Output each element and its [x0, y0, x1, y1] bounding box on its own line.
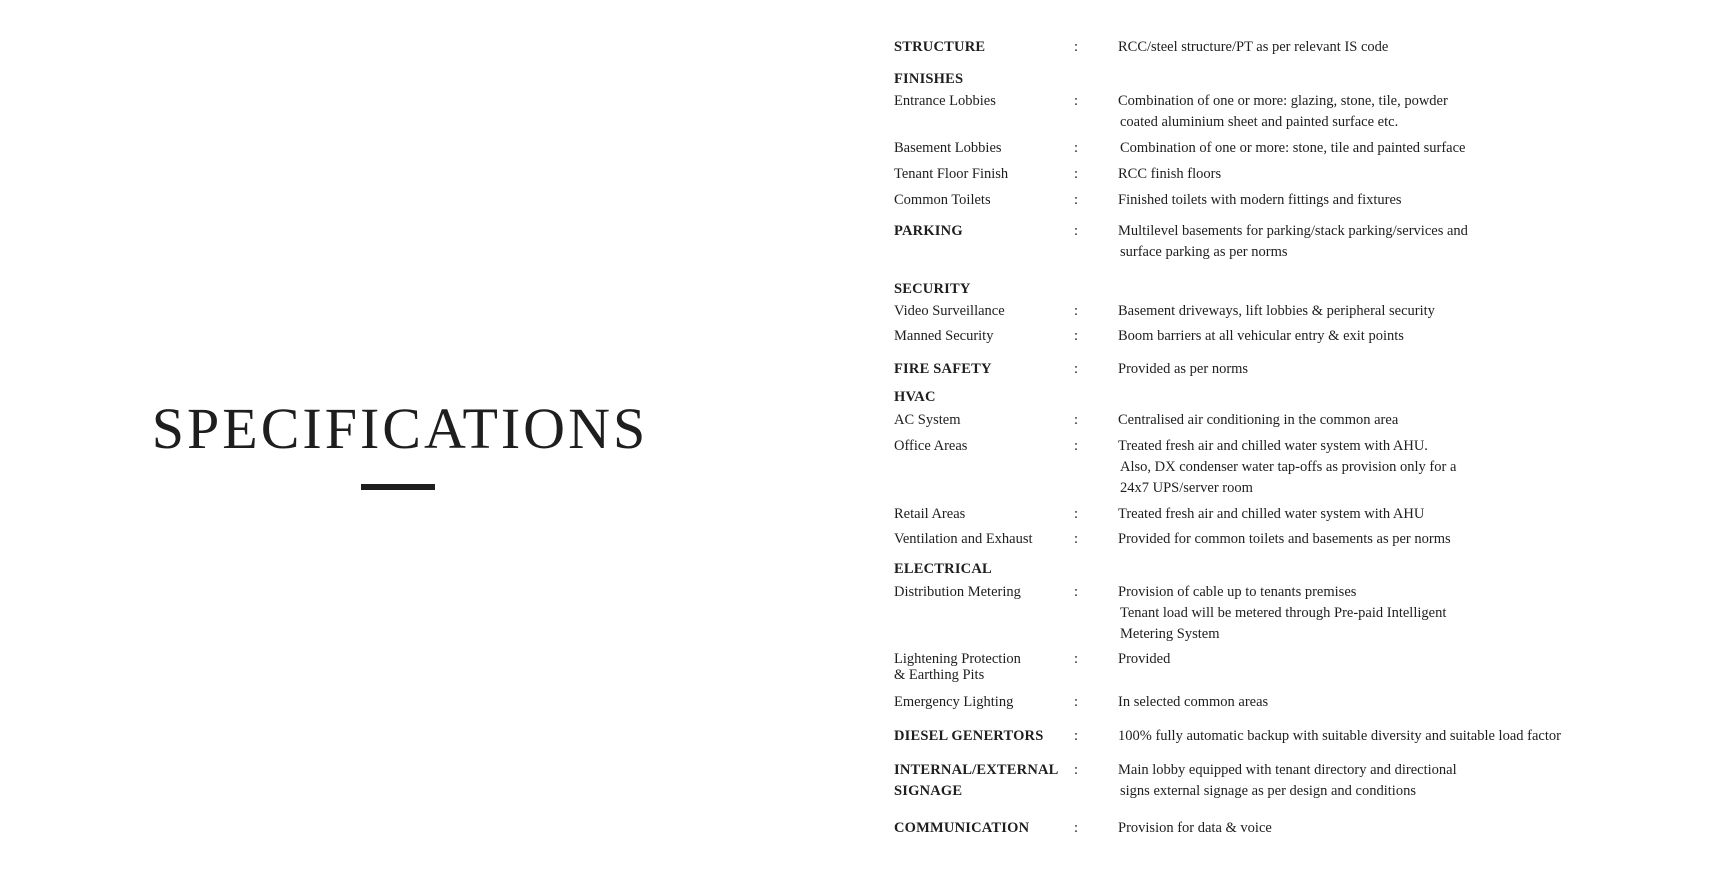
spec-colon: :	[1074, 93, 1079, 109]
section-heading-security: SECURITY	[894, 281, 971, 297]
spec-colon: :	[1074, 412, 1079, 428]
spec-label: INTERNAL/EXTERNAL SIGNAGE	[894, 762, 1059, 799]
spec-label: DIESEL GENERTORS	[894, 728, 1044, 744]
spec-label: Tenant Floor Finish	[894, 166, 1009, 182]
spec-value: Treated fresh air and chilled water system with AHU. Also, DX condenser water tap-offs as provision only for a 24x7 UPS/server room	[1118, 438, 1457, 496]
spec-value: Combination of one or more: glazing, stone, tile, powder coated aluminium sheet and painted surface etc.	[1118, 93, 1448, 130]
spec-colon: :	[1074, 328, 1079, 344]
spec-label: COMMUNICATION	[894, 820, 1030, 836]
spec-value: Combination of one or more: stone, tile and painted surface	[1120, 140, 1466, 156]
spec-value: RCC finish floors	[1118, 166, 1222, 182]
spec-colon: :	[1074, 140, 1079, 156]
spec-value: Provided as per norms	[1118, 361, 1249, 377]
spec-label: Office Areas	[894, 438, 968, 454]
spec-value: Provided	[1118, 651, 1171, 667]
spec-label: Manned Security	[894, 328, 994, 344]
spec-label: Ventilation and Exhaust	[894, 531, 1033, 547]
spec-label: Emergency Lighting	[894, 694, 1014, 710]
spec-label: Retail Areas	[894, 506, 966, 522]
spec-value: Main lobby equipped with tenant directory and directional signs external signage as per design and conditions	[1118, 762, 1457, 799]
spec-colon: :	[1074, 303, 1079, 319]
spec-colon: :	[1074, 39, 1079, 55]
spec-value: Provision of cable up to tenants premises Tenant load will be metered through Pre-paid Intelligent Metering System	[1118, 584, 1447, 642]
spec-value: 100% fully automatic backup with suitable diversity and suitable load factor	[1118, 728, 1561, 744]
spec-label: STRUCTURE	[894, 39, 986, 55]
section-heading-hvac: HVAC	[894, 389, 936, 405]
section-heading-finishes: FINISHES	[894, 71, 964, 87]
spec-value: Multilevel basements for parking/stack parking/services and surface parking as per norms	[1118, 223, 1468, 260]
spec-label: Distribution Metering	[894, 584, 1021, 600]
spec-label: Entrance Lobbies	[894, 93, 996, 109]
spec-colon: :	[1074, 651, 1079, 667]
spec-colon: :	[1074, 506, 1079, 522]
spec-colon: :	[1074, 361, 1079, 377]
page-title: SPECIFICATIONS	[151, 396, 649, 461]
spec-value: Finished toilets with modern fittings and fixtures	[1118, 192, 1402, 208]
spec-label: PARKING	[894, 223, 963, 239]
spec-value: Basement driveways, lift lobbies & peripheral security	[1118, 303, 1435, 319]
spec-label: AC System	[894, 412, 961, 428]
spec-value: Centralised air conditioning in the common area	[1118, 412, 1399, 428]
spec-colon: :	[1074, 438, 1079, 454]
spec-value: Provided for common toilets and basements as per norms	[1118, 531, 1451, 547]
spec-value: RCC/steel structure/PT as per relevant IS code	[1118, 39, 1389, 55]
spec-label: FIRE SAFETY	[894, 361, 992, 377]
spec-colon: :	[1074, 694, 1079, 710]
spec-colon: :	[1074, 223, 1079, 239]
spec-value: In selected common areas	[1118, 694, 1269, 710]
spec-value: Boom barriers at all vehicular entry & exit points	[1118, 328, 1404, 344]
spec-value: Provision for data & voice	[1118, 820, 1272, 836]
spec-label: Common Toilets	[894, 192, 991, 208]
spec-label: Video Surveillance	[894, 303, 1005, 319]
spec-colon: :	[1074, 762, 1079, 778]
spec-value: Treated fresh air and chilled water system with AHU	[1118, 506, 1425, 522]
spec-colon: :	[1074, 531, 1079, 547]
spec-colon: :	[1074, 584, 1079, 600]
spec-colon: :	[1074, 728, 1079, 744]
spec-label: Basement Lobbies	[894, 140, 1002, 156]
spec-colon: :	[1074, 820, 1079, 836]
spec-label: Lightening Protection & Earthing Pits	[894, 651, 1021, 683]
section-heading-electrical: ELECTRICAL	[894, 561, 992, 577]
spec-colon: :	[1074, 166, 1079, 182]
spec-colon: :	[1074, 192, 1079, 208]
